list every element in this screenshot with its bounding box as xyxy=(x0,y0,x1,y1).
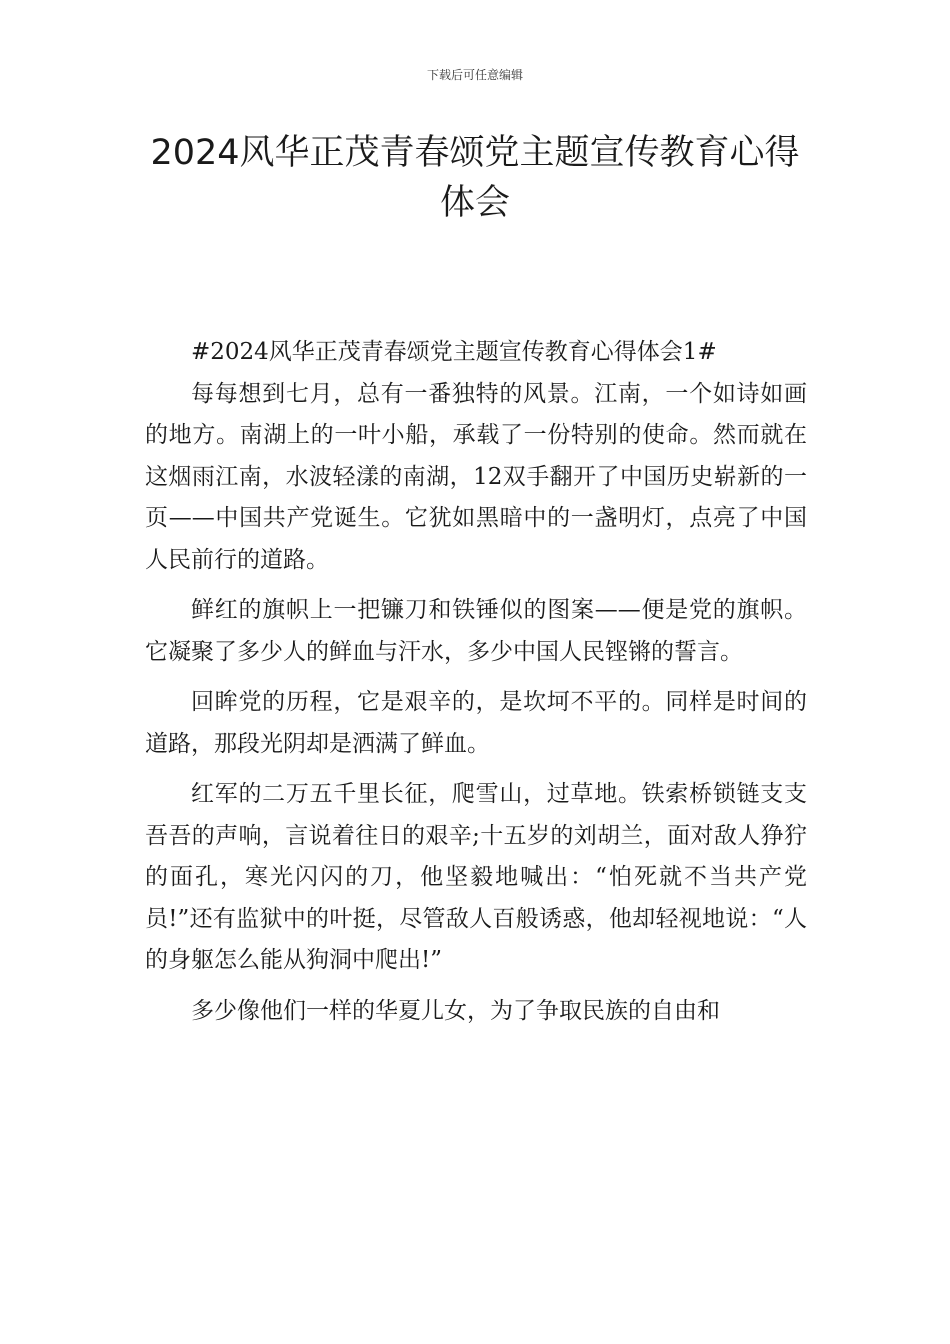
section-subheading: #2024风华正茂青春颂党主题宣传教育心得体会1# xyxy=(191,339,717,365)
paragraph-3: 回眸党的历程，它是艰辛的，是坎坷不平的。同样是时间的道路，那段光阴却是洒满了鲜血。 xyxy=(145,689,807,757)
paragraph-1: 每每想到七月，总有一番独特的风景。江南，一个如诗如画的地方。南湖上的一叶小船，承载了一份特别的使命。然而就在这烟雨江南，水波轻漾的南湖，12双手翻开了中国历史崭新的一页——中国共产党诞生。它犹如黑暗中的一盏明灯，点亮了中国人民前行的道路。 xyxy=(145,380,807,573)
document-title: 2024风华正茂青春颂党主题宣传教育心得体会 xyxy=(150,133,800,223)
paragraph-5: 多少像他们一样的华夏儿女，为了争取民族的自由和 xyxy=(191,997,720,1024)
paragraph-4: 红军的二万五千里长征，爬雪山，过草地。铁索桥锁链支支吾吾的声响，言说着往日的艰辛;十五岁的刘胡兰，面对敌人狰狞的面孔，寒光闪闪的刀，他坚毅地喊出：“怕死就不当共产党员!”还有监狱中的叶挺，尽管敌人百般诱惑，他却轻视地说：“人的身躯怎么能从狗洞中爬出!” xyxy=(145,781,807,973)
paragraph-2: 鲜红的旗帜上一把镰刀和铁锤似的图案——便是党的旗帜。它凝聚了多少人的鲜血与汗水，多少中国人民铿锵的誓言。 xyxy=(145,597,807,665)
header-note: 下载后可任意编辑 xyxy=(426,68,523,82)
document-body xyxy=(145,332,807,1041)
